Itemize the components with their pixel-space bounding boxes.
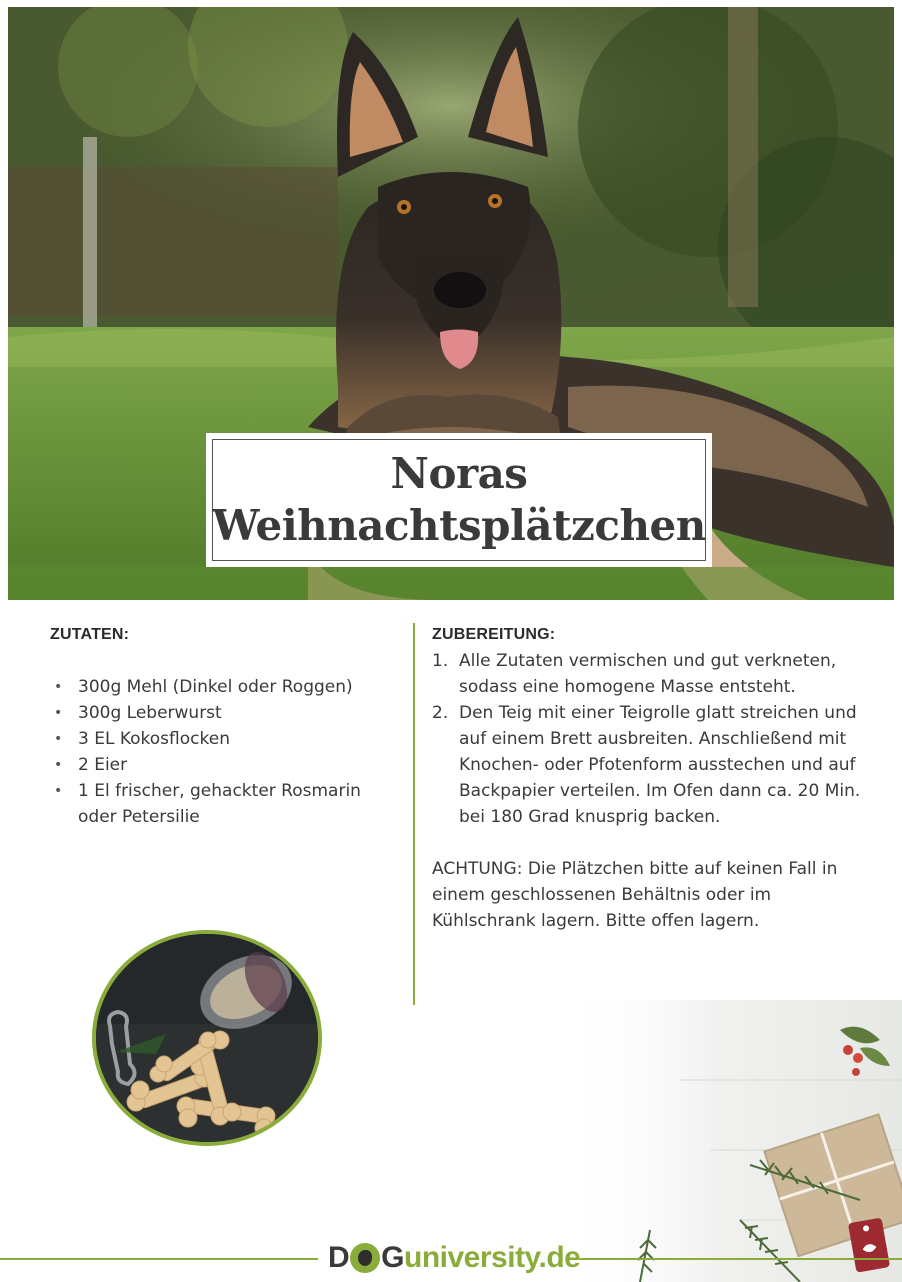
column-divider <box>413 623 415 1005</box>
footer-rule-right <box>580 1258 902 1260</box>
logo-letter-g: G <box>381 1241 405 1274</box>
bullet-icon: • <box>54 705 63 721</box>
step-text: Den Teig mit einer Teigrolle glatt streichen und auf einem Brett ausbreiten. Anschließend mit Knochen- oder Pfotenform ausstechen und auf Backpapier verteilen. Im Ofen dann ca. 20 Min. bei 180 Grad knusprig backen. <box>459 703 861 827</box>
ingredients-section <box>50 622 390 830</box>
bullet-icon: • <box>54 783 63 799</box>
title-box <box>206 433 712 567</box>
list-item <box>432 700 862 830</box>
bullet-icon: • <box>54 679 63 695</box>
ingredient-text: 3 EL Kokosflocken <box>78 729 230 749</box>
step-text: Alle Zutaten vermischen und gut verkneten, sodass eine homogene Masse entsteht. <box>459 651 837 697</box>
step-number: 2. <box>432 703 449 723</box>
logo-domain: university.de <box>404 1241 581 1274</box>
list-item <box>50 778 390 830</box>
preparation-heading: ZUBEREITUNG: <box>432 626 556 643</box>
bullet-icon: • <box>54 757 63 773</box>
logo-letter-d: D <box>328 1241 350 1274</box>
ingredient-text: 300g Mehl (Dinkel oder Roggen) <box>78 677 353 697</box>
bone-biscuits-image <box>96 934 322 1146</box>
preparation-section <box>432 622 862 934</box>
warning-note: ACHTUNG: Die Plätzchen bitte auf keinen Fall in einem geschlossenen Behältnis oder im Kühlschrank lagern. Bitte offen lagern. <box>432 859 838 931</box>
list-item <box>432 648 862 700</box>
title-line-2: Weihnachtsplätzchen <box>212 501 706 550</box>
bullet-icon: • <box>54 731 63 747</box>
list-item <box>50 674 390 700</box>
list-item <box>50 700 390 726</box>
list-item <box>50 726 390 752</box>
hero-photo <box>8 7 894 600</box>
step-number: 1. <box>432 651 449 671</box>
list-item <box>50 752 390 778</box>
preparation-steps <box>432 648 862 830</box>
christmas-gift-decoration <box>560 1000 902 1282</box>
title-line-1: Noras <box>390 449 528 498</box>
ingredient-text: 1 El frischer, gehackter Rosmarin oder Petersilie <box>78 781 361 827</box>
ingredients-list <box>50 674 390 830</box>
biscuits-photo <box>92 930 322 1146</box>
dog-head-icon <box>350 1243 380 1273</box>
ingredients-heading: ZUTATEN: <box>50 626 130 643</box>
ingredient-text: 2 Eier <box>78 755 128 775</box>
footer-rule-left <box>0 1258 318 1260</box>
brand-logo[interactable] <box>328 1238 580 1278</box>
title-frame <box>212 439 706 561</box>
ingredient-text: 300g Leberwurst <box>78 703 222 723</box>
